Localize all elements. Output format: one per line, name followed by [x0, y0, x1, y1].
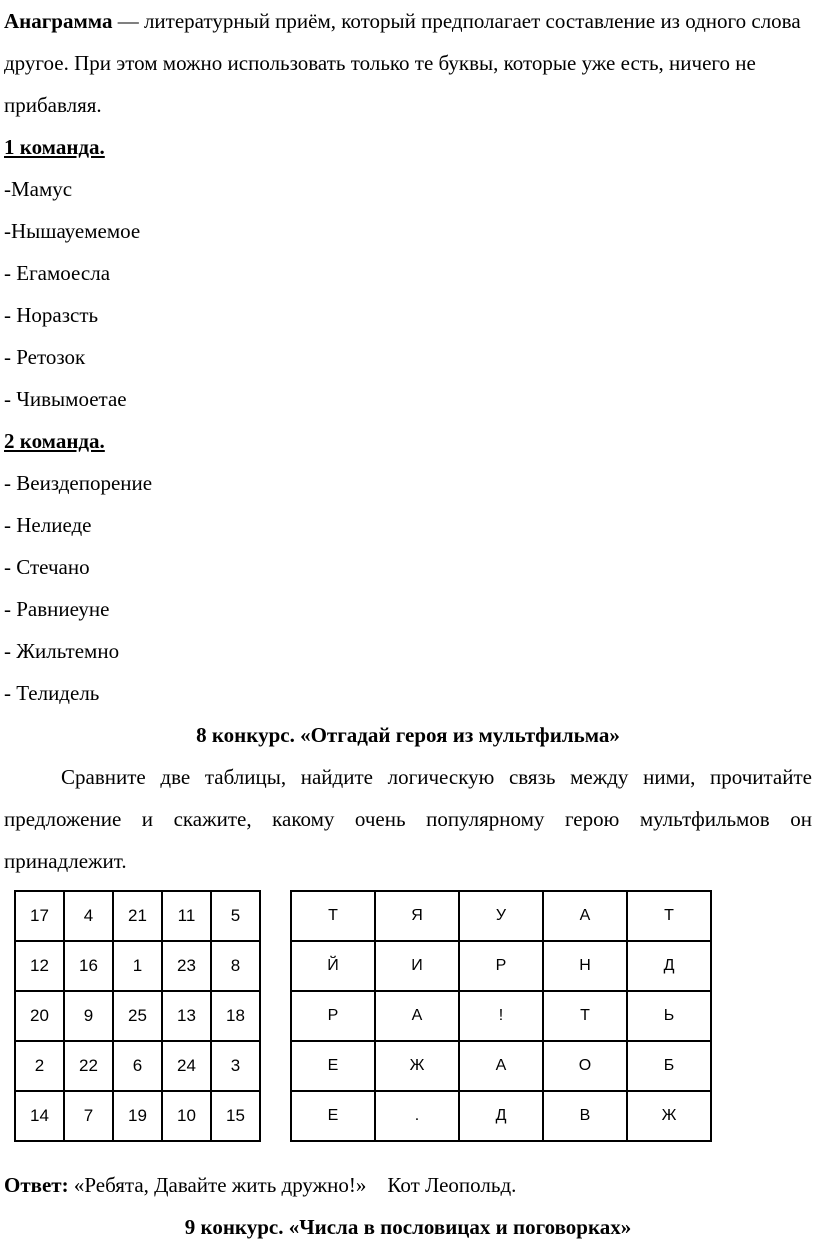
team-2-item: - Равниеуне — [4, 597, 110, 621]
number-table — [14, 890, 261, 1142]
contest-8-description: Сравните две таблицы, найдите логическую связь между ними, прочитайте предложение и скажите, какому очень популярному герою мультфильмов он принадлежит. — [4, 765, 812, 873]
table-row — [291, 1091, 711, 1141]
team-1-item: -Мамус — [4, 177, 73, 201]
letter-cell: Б — [627, 1041, 711, 1091]
table-row — [291, 991, 711, 1041]
letter-cell: Т — [291, 891, 375, 941]
contest-9-title: 9 конкурс. «Числа в пословицах и поговорках» — [184, 1215, 632, 1239]
number-cell: 6 — [113, 1041, 162, 1091]
contest-8-title: 8 конкурс. «Отгадай героя из мультфильма» — [196, 723, 620, 747]
number-cell: 13 — [162, 991, 211, 1041]
anagram-definition — [4, 0, 812, 126]
table-row — [15, 1091, 260, 1141]
letter-cell: Р — [459, 941, 543, 991]
letter-cell: Й — [291, 941, 375, 991]
table-row — [15, 1041, 260, 1091]
answer-line — [4, 1164, 812, 1206]
number-cell: 18 — [211, 991, 260, 1041]
number-cell: 19 — [113, 1091, 162, 1141]
number-cell: 7 — [64, 1091, 113, 1141]
team-1-title: 1 команда. — [4, 135, 105, 159]
team-2-list — [4, 462, 812, 714]
anagram-definition-text: — литературный приём, который предполагает составление из одного слова другое. При этом можно использовать только те буквы, которые уже есть, ничего не прибавляя. — [4, 9, 801, 117]
team-2-item: - Веиздепорение — [4, 471, 153, 495]
letter-cell: . — [375, 1091, 459, 1141]
table-row — [15, 941, 260, 991]
number-cell: 5 — [211, 891, 260, 941]
letter-cell: В — [543, 1091, 627, 1141]
number-cell: 10 — [162, 1091, 211, 1141]
letter-cell: У — [459, 891, 543, 941]
team-1-item: - Чивымоетае — [4, 387, 127, 411]
number-cell: 23 — [162, 941, 211, 991]
letter-cell: Я — [375, 891, 459, 941]
answer-text: «Ребята, Давайте жить дружно!» Кот Леопольд. — [68, 1173, 517, 1197]
team-1-item: - Егамоесла — [4, 261, 111, 285]
number-cell: 12 — [15, 941, 64, 991]
number-cell: 11 — [162, 891, 211, 941]
team-2-item: - Нелиеде — [4, 513, 92, 537]
letter-cell: А — [375, 991, 459, 1041]
letter-cell: О — [543, 1041, 627, 1091]
number-cell: 4 — [64, 891, 113, 941]
letter-cell: Д — [627, 941, 711, 991]
team-2-title: 2 команда. — [4, 429, 105, 453]
number-cell: 2 — [15, 1041, 64, 1091]
table-row — [291, 941, 711, 991]
anagram-term: Анаграмма — [4, 9, 113, 33]
letter-cell: Т — [543, 991, 627, 1041]
team-2-item: - Стечано — [4, 555, 90, 579]
number-cell: 3 — [211, 1041, 260, 1091]
number-cell: 25 — [113, 991, 162, 1041]
team-1-item: - Ретозок — [4, 345, 86, 369]
letter-cell: Н — [543, 941, 627, 991]
number-cell: 14 — [15, 1091, 64, 1141]
letter-cell: Е — [291, 1091, 375, 1141]
letter-cell: Д — [459, 1091, 543, 1141]
number-cell: 9 — [64, 991, 113, 1041]
number-cell: 21 — [113, 891, 162, 941]
answer-label: Ответ: — [4, 1173, 69, 1197]
number-cell: 17 — [15, 891, 64, 941]
letter-cell: Р — [291, 991, 375, 1041]
letter-cell: Ж — [375, 1041, 459, 1091]
table-row — [15, 891, 260, 941]
letter-cell: ! — [459, 991, 543, 1041]
letter-cell: Ь — [627, 991, 711, 1041]
letter-cell: И — [375, 941, 459, 991]
team-1-item: - Норазсть — [4, 303, 99, 327]
table-row — [291, 891, 711, 941]
letter-cell: А — [459, 1041, 543, 1091]
team-1-item: -Нышауемемое — [4, 219, 141, 243]
table-row — [15, 991, 260, 1041]
team-2-item: - Жильтемно — [4, 639, 120, 663]
number-cell: 1 — [113, 941, 162, 991]
letter-cell: Ж — [627, 1091, 711, 1141]
number-cell: 22 — [64, 1041, 113, 1091]
letter-cell: Е — [291, 1041, 375, 1091]
team-1-list — [4, 168, 812, 420]
puzzle-tables — [4, 882, 812, 1164]
number-cell: 16 — [64, 941, 113, 991]
letter-cell: А — [543, 891, 627, 941]
letter-cell: Т — [627, 891, 711, 941]
number-cell: 20 — [15, 991, 64, 1041]
number-cell: 15 — [211, 1091, 260, 1141]
letter-table — [290, 890, 712, 1142]
number-cell: 8 — [211, 941, 260, 991]
table-row — [291, 1041, 711, 1091]
team-2-item: - Телидель — [4, 681, 100, 705]
number-cell: 24 — [162, 1041, 211, 1091]
document-page — [4, 0, 812, 1248]
